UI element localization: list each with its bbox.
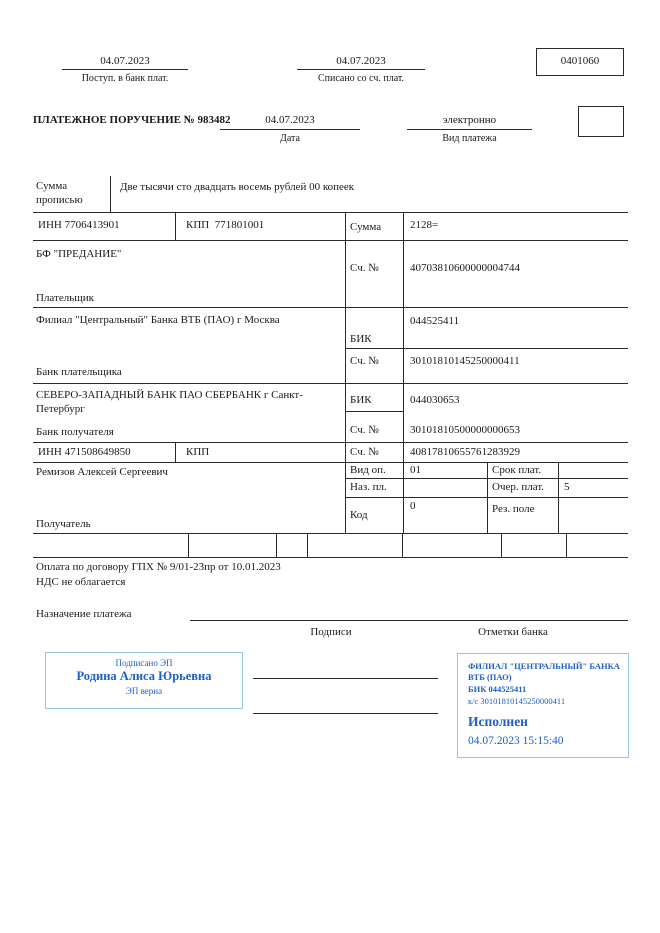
bank-marks-label: Отметки банка — [478, 626, 548, 638]
op-type-value: 01 — [410, 464, 421, 476]
bank-stamp-corr-account: к/с 30101810145250000411 — [468, 696, 566, 707]
payer-bank-account-label: Сч. № — [350, 355, 379, 367]
received-date-line — [62, 69, 188, 70]
document-date-line — [220, 129, 360, 130]
form-code: 0401060 — [560, 55, 600, 67]
esign-verified-label: ЭП верна — [125, 686, 163, 696]
table-border — [33, 212, 628, 213]
table-border — [558, 462, 559, 533]
code-value: 0 — [410, 500, 416, 512]
table-border — [345, 348, 628, 349]
bank-stamp-status: Исполнен — [468, 713, 528, 729]
payee-kpp: КПП — [186, 446, 210, 458]
tax-row-border — [188, 533, 189, 557]
tax-row-border — [402, 533, 403, 557]
payee-account: 40817810655761283929 — [410, 446, 520, 458]
payer-bank-bik-label: БИК — [350, 333, 372, 345]
table-border — [33, 442, 628, 443]
table-border — [175, 442, 176, 462]
payer-bank-bik: 044525411 — [410, 315, 460, 327]
table-border — [175, 212, 176, 240]
payee-account-label: Сч. № — [350, 446, 379, 458]
signatures-label: Подписи — [310, 626, 352, 638]
signature-line-2 — [253, 713, 438, 714]
payer-inn: ИНН 7706413901 — [38, 219, 120, 231]
priority-label: Очер. плат. — [492, 481, 545, 493]
table-border — [345, 212, 346, 533]
payer-account-label: Сч. № — [350, 262, 379, 274]
bank-stamp-datetime: 04.07.2023 15:15:40 — [468, 734, 564, 747]
bank-stamp-bank-line1: ФИЛИАЛ "ЦЕНТРАЛЬНЫЙ" БАНКА — [468, 661, 620, 671]
table-border — [33, 307, 628, 308]
payment-kind-line — [407, 129, 532, 130]
tax-row-border — [501, 533, 502, 557]
payee-bank-account: 30101810500000000653 — [410, 424, 520, 436]
op-type-label: Вид оп. — [350, 464, 386, 476]
bank-stamp-bik: БИК 044525411 — [468, 683, 527, 694]
table-border — [33, 383, 628, 384]
priority-value: 5 — [564, 481, 570, 493]
payee-bank-label: Банк получателя — [36, 426, 114, 438]
payment-kind-value: электронно — [442, 114, 497, 126]
code-label: Код — [350, 509, 368, 521]
payment-kind-label: Вид платежа — [442, 133, 497, 144]
amount-in-words: Две тысячи сто двадцать восемь рублей 00 копеек — [120, 181, 355, 193]
debited-date-label: Списано со сч. плат. — [317, 73, 405, 84]
payee-inn: ИНН 471508649850 — [38, 446, 131, 458]
payee-bank-bik: 044030653 — [410, 394, 460, 406]
payer-kpp: КПП 771801001 — [186, 219, 265, 231]
payer-bank-account: 30101810145250000411 — [410, 355, 520, 367]
payee-bank-name: СЕВЕРО-ЗАПАДНЫЙ БАНК ПАО СБЕРБАНК г Санкт-Петербург — [36, 389, 303, 416]
bank-stamp — [457, 653, 629, 758]
esign-signed-label: Подписано ЭП — [115, 658, 173, 668]
payee-name: Ремизов Алексей Сергеевич — [36, 466, 168, 478]
payer-name: БФ "ПРЕДАНИЕ" — [36, 248, 122, 260]
document-title: ПЛАТЕЖНОЕ ПОРУЧЕНИЕ № 983482 — [33, 114, 231, 126]
signature-line-1 — [253, 678, 438, 679]
payee-label: Получатель — [36, 518, 91, 530]
payee-bank-account-label: Сч. № — [350, 424, 379, 436]
debited-date-line — [297, 69, 425, 70]
sum-value: 2128= — [410, 219, 439, 231]
table-border — [33, 557, 628, 558]
sum-label: Сумма — [350, 221, 382, 233]
esign-name: Родина Алиса Юрьевна — [76, 669, 212, 683]
status-corner-box — [578, 106, 624, 137]
table-border — [345, 411, 403, 412]
table-border — [110, 176, 111, 212]
table-border — [487, 462, 488, 533]
table-border — [403, 212, 404, 533]
tax-row-border — [566, 533, 567, 557]
amount-in-words-label: Сумма прописью — [36, 180, 83, 206]
table-border — [33, 240, 628, 241]
purpose-label: Назначение платежа — [36, 608, 132, 620]
payer-account: 40703810600000004744 — [410, 262, 520, 274]
tax-row-border — [276, 533, 277, 557]
form-code-box — [536, 48, 624, 76]
document-date-value: 04.07.2023 — [265, 114, 315, 126]
purpose-line2: НДС не облагается — [36, 576, 126, 588]
reserve-field-label: Рез. поле — [492, 503, 535, 515]
received-date-label: Поступ. в банк плат. — [81, 73, 169, 84]
payer-bank-label: Банк плательщика — [36, 366, 122, 378]
due-date-label: Срок плат. — [492, 464, 542, 476]
purpose-underline — [190, 620, 628, 621]
tax-row-border — [307, 533, 308, 557]
purpose-code-label: Наз. пл. — [350, 481, 387, 493]
payee-bank-bik-label: БИК — [350, 394, 372, 406]
esign-stamp — [45, 652, 243, 709]
table-border — [33, 462, 628, 463]
purpose-line1: Оплата по договору ГПХ № 9/01-23пр от 10.01.2023 — [36, 561, 281, 573]
debited-date-value: 04.07.2023 — [336, 55, 386, 67]
document-date-label: Дата — [280, 133, 300, 144]
table-border — [33, 533, 628, 534]
payer-label: Плательщик — [36, 292, 94, 304]
bank-stamp-bank-line2: ВТБ (ПАО) — [468, 672, 512, 683]
payer-bank-name: Филиал "Центральный" Банка ВТБ (ПАО) г Москва — [36, 314, 280, 326]
received-date-value: 04.07.2023 — [100, 55, 150, 67]
